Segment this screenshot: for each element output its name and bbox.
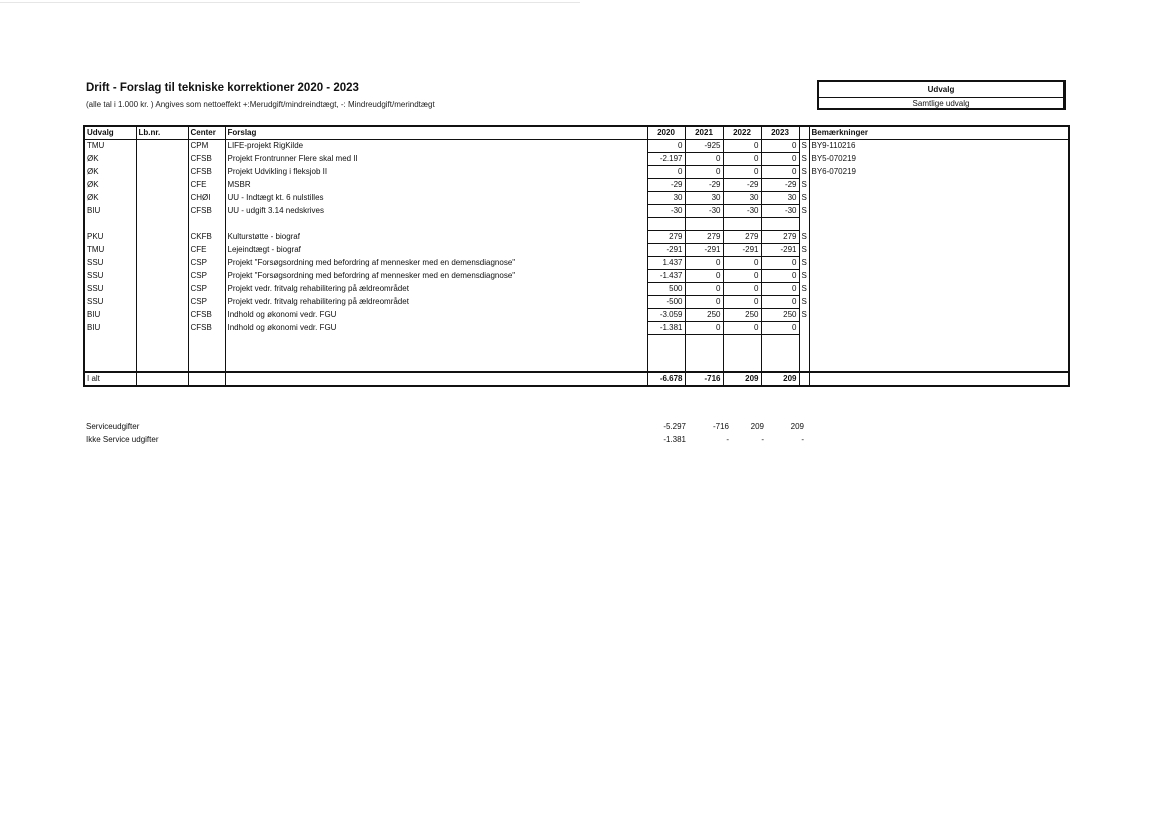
- cell-2020: [647, 335, 685, 348]
- col-header-center: Center: [188, 126, 225, 140]
- summary-row-service: [86, 420, 816, 433]
- cell-forslag: [225, 335, 647, 348]
- correction-table: [83, 125, 1070, 387]
- cell-s-flag: [799, 322, 809, 335]
- cell-udvalg: [84, 347, 136, 359]
- cell-udvalg: [84, 335, 136, 348]
- cell-2020: -2.197: [647, 153, 685, 166]
- cell-forslag: Projekt Udvikling i fleksjob II: [225, 166, 647, 179]
- cell-lbnr: [136, 244, 188, 257]
- cell-forslag: Kulturstøtte - biograf: [225, 231, 647, 244]
- page-title: Drift - Forslag til tekniske korrektioner 2020 - 2023: [86, 82, 359, 94]
- cell-2023: 0: [761, 283, 799, 296]
- cell-s-flag: S: [799, 309, 809, 322]
- total-empty-s: [799, 372, 809, 386]
- summary-value-2021: -: [726, 435, 729, 444]
- cell-bemaerkninger: [809, 231, 1069, 244]
- table-row: [84, 309, 1069, 322]
- cell-udvalg: [84, 359, 136, 372]
- cell-lbnr: [136, 153, 188, 166]
- cell-center: [188, 218, 225, 231]
- cell-udvalg: BIU: [84, 309, 136, 322]
- cell-s-flag: S: [799, 270, 809, 283]
- cell-2020: 500: [647, 283, 685, 296]
- cell-center: CHØI: [188, 192, 225, 205]
- cell-bemaerkninger: [809, 359, 1069, 372]
- cell-udvalg: TMU: [84, 140, 136, 153]
- cell-bemaerkninger: [809, 347, 1069, 359]
- cell-center: CFSB: [188, 205, 225, 218]
- cell-2020: -29: [647, 179, 685, 192]
- cell-lbnr: [136, 179, 188, 192]
- cell-2022: [723, 347, 761, 359]
- table-row: [84, 231, 1069, 244]
- cell-bemaerkninger: [809, 192, 1069, 205]
- cell-forslag: Projekt Frontrunner Flere skal med II: [225, 153, 647, 166]
- cell-bemaerkninger: [809, 296, 1069, 309]
- udvalg-heading: Udvalg: [819, 82, 1063, 98]
- cell-2021: -925: [685, 140, 723, 153]
- cell-forslag: Projekt "Forsøgsordning med befordring af mennesker med en demensdiagnose": [225, 257, 647, 270]
- cell-2022: [723, 218, 761, 231]
- cell-lbnr: [136, 335, 188, 348]
- cell-2021: 0: [685, 322, 723, 335]
- cell-2021: 0: [685, 283, 723, 296]
- cell-2020: 0: [647, 140, 685, 153]
- cell-center: CKFB: [188, 231, 225, 244]
- cell-2020: -3.059: [647, 309, 685, 322]
- summary-value-2021: -716: [712, 422, 729, 431]
- cell-2021: 0: [685, 296, 723, 309]
- col-header-2021: 2021: [685, 126, 723, 140]
- cell-forslag: Indhold og økonomi vedr. FGU: [225, 309, 647, 322]
- cell-2020: -1.437: [647, 270, 685, 283]
- cell-2022: 0: [723, 296, 761, 309]
- cell-s-flag: [799, 335, 809, 348]
- cell-udvalg: BIU: [84, 205, 136, 218]
- cell-s-flag: S: [799, 140, 809, 153]
- table-header-row: [84, 126, 1069, 140]
- cell-bemaerkninger: [809, 179, 1069, 192]
- cell-2023: 0: [761, 153, 799, 166]
- cell-lbnr: [136, 166, 188, 179]
- cell-2023: 0: [761, 257, 799, 270]
- cell-udvalg: SSU: [84, 283, 136, 296]
- cell-udvalg: SSU: [84, 296, 136, 309]
- table-row: [84, 296, 1069, 309]
- cell-forslag: [225, 347, 647, 359]
- cell-2020: 1.437: [647, 257, 685, 270]
- cell-2023: [761, 335, 799, 348]
- cell-s-flag: S: [799, 283, 809, 296]
- cell-s-flag: S: [799, 153, 809, 166]
- cell-2020: -291: [647, 244, 685, 257]
- cell-2022: 0: [723, 322, 761, 335]
- cell-2023: 0: [761, 296, 799, 309]
- cell-center: [188, 347, 225, 359]
- cell-2021: -29: [685, 179, 723, 192]
- cell-center: CSP: [188, 296, 225, 309]
- cell-forslag: Indhold og økonomi vedr. FGU: [225, 322, 647, 335]
- table-row: [84, 218, 1069, 231]
- cell-2023: -291: [761, 244, 799, 257]
- cell-lbnr: [136, 359, 188, 372]
- cell-2021: 30: [685, 192, 723, 205]
- total-2021: -716: [685, 372, 723, 386]
- cell-bemaerkninger: [809, 309, 1069, 322]
- total-row: [84, 372, 1069, 386]
- cell-2022: 0: [723, 283, 761, 296]
- cell-2021: -30: [685, 205, 723, 218]
- total-empty-bem: [809, 372, 1069, 386]
- cell-2022: 0: [723, 270, 761, 283]
- cell-bemaerkninger: [809, 322, 1069, 335]
- table-body: [84, 140, 1069, 373]
- cell-2022: 0: [723, 257, 761, 270]
- cell-udvalg: ØK: [84, 166, 136, 179]
- cell-2020: [647, 218, 685, 231]
- cell-2022: [723, 359, 761, 372]
- cell-bemaerkninger: [809, 218, 1069, 231]
- cell-2023: [761, 218, 799, 231]
- cell-2020: -1.381: [647, 322, 685, 335]
- cell-lbnr: [136, 140, 188, 153]
- cell-forslag: [225, 218, 647, 231]
- cell-bemaerkninger: BY9-110216: [809, 140, 1069, 153]
- cell-2021: -291: [685, 244, 723, 257]
- col-header-2022: 2022: [723, 126, 761, 140]
- cell-lbnr: [136, 257, 188, 270]
- cell-2022: [723, 335, 761, 348]
- scan-artifact-line: [0, 2, 580, 3]
- cell-s-flag: S: [799, 244, 809, 257]
- cell-bemaerkninger: [809, 335, 1069, 348]
- cell-forslag: Projekt vedr. fritvalg rehabilitering på ældreområdet: [225, 283, 647, 296]
- cell-2021: 250: [685, 309, 723, 322]
- summary-row-ikke-service: [86, 433, 816, 446]
- col-header-lbnr: Lb.nr.: [136, 126, 188, 140]
- cell-center: [188, 359, 225, 372]
- cell-bemaerkninger: BY5-070219: [809, 153, 1069, 166]
- cell-lbnr: [136, 231, 188, 244]
- cell-s-flag: [799, 347, 809, 359]
- cell-bemaerkninger: [809, 205, 1069, 218]
- cell-s-flag: [799, 359, 809, 372]
- cell-s-flag: S: [799, 296, 809, 309]
- table-row: [84, 244, 1069, 257]
- summary-value-2020: -1.381: [663, 435, 686, 444]
- cell-center: CSP: [188, 270, 225, 283]
- cell-udvalg: ØK: [84, 179, 136, 192]
- cell-2020: -30: [647, 205, 685, 218]
- cell-udvalg: ØK: [84, 192, 136, 205]
- summary-value-2022: -: [761, 435, 764, 444]
- summary-value-2022: 209: [750, 422, 764, 431]
- cell-2021: [685, 359, 723, 372]
- cell-center: CFSB: [188, 166, 225, 179]
- summary-value-2020: -5.297: [663, 422, 686, 431]
- table-row: [84, 205, 1069, 218]
- cell-forslag: Projekt vedr. fritvalg rehabilitering på ældreområdet: [225, 296, 647, 309]
- cell-2022: 0: [723, 153, 761, 166]
- cell-lbnr: [136, 270, 188, 283]
- cell-lbnr: [136, 283, 188, 296]
- cell-2021: 0: [685, 153, 723, 166]
- cell-center: CFE: [188, 179, 225, 192]
- summary-value-2023: 209: [790, 422, 804, 431]
- cell-2020: [647, 359, 685, 372]
- summary-label: Serviceudgifter: [86, 422, 140, 431]
- summary-value-2023: -: [801, 435, 804, 444]
- cell-2022: -30: [723, 205, 761, 218]
- cell-2023: 0: [761, 166, 799, 179]
- cell-s-flag: S: [799, 257, 809, 270]
- cell-2022: -29: [723, 179, 761, 192]
- cell-bemaerkninger: [809, 244, 1069, 257]
- cell-2020: -500: [647, 296, 685, 309]
- cell-2021: 0: [685, 166, 723, 179]
- cell-forslag: Projekt "Forsøgsordning med befordring af mennesker med en demensdiagnose": [225, 270, 647, 283]
- table-row: [84, 359, 1069, 372]
- table-row: [84, 166, 1069, 179]
- col-header-s: [799, 126, 809, 140]
- cell-2021: [685, 218, 723, 231]
- cell-s-flag: S: [799, 192, 809, 205]
- cell-forslag: LIFE-projekt RigKilde: [225, 140, 647, 153]
- cell-center: CFSB: [188, 309, 225, 322]
- cell-2022: 250: [723, 309, 761, 322]
- summary-label: Ikke Service udgifter: [86, 435, 159, 444]
- total-2023: 209: [761, 372, 799, 386]
- cell-2023: -30: [761, 205, 799, 218]
- table-row: [84, 153, 1069, 166]
- total-empty-forslag: [225, 372, 647, 386]
- table-row: [84, 322, 1069, 335]
- cell-center: CSP: [188, 257, 225, 270]
- cell-udvalg: [84, 218, 136, 231]
- cell-2021: [685, 335, 723, 348]
- cell-2021: 279: [685, 231, 723, 244]
- cell-2020: 30: [647, 192, 685, 205]
- table-row: [84, 335, 1069, 348]
- cell-2022: 0: [723, 140, 761, 153]
- cell-2023: 279: [761, 231, 799, 244]
- cell-udvalg: ØK: [84, 153, 136, 166]
- cell-bemaerkninger: [809, 283, 1069, 296]
- cell-udvalg: SSU: [84, 257, 136, 270]
- cell-2021: 0: [685, 270, 723, 283]
- cell-forslag: MSBR: [225, 179, 647, 192]
- cell-2022: -291: [723, 244, 761, 257]
- cell-2023: 250: [761, 309, 799, 322]
- cell-s-flag: S: [799, 205, 809, 218]
- total-label: I alt: [84, 372, 136, 386]
- cell-center: CPM: [188, 140, 225, 153]
- table-row: [84, 257, 1069, 270]
- cell-lbnr: [136, 205, 188, 218]
- table-row: [84, 140, 1069, 153]
- cell-bemaerkninger: [809, 270, 1069, 283]
- cell-2023: 0: [761, 322, 799, 335]
- cell-lbnr: [136, 309, 188, 322]
- cell-center: CSP: [188, 283, 225, 296]
- col-header-2020: 2020: [647, 126, 685, 140]
- cell-2023: 0: [761, 270, 799, 283]
- udvalg-box: [817, 80, 1066, 110]
- cell-2023: 0: [761, 140, 799, 153]
- total-empty-lbnr: [136, 372, 188, 386]
- cell-forslag: UU - udgift 3.14 nedskrives: [225, 205, 647, 218]
- table-row: [84, 192, 1069, 205]
- cell-2020: 0: [647, 166, 685, 179]
- cell-bemaerkninger: [809, 257, 1069, 270]
- cell-s-flag: [799, 218, 809, 231]
- cell-lbnr: [136, 296, 188, 309]
- cell-bemaerkninger: BY6-070219: [809, 166, 1069, 179]
- total-2020: -6.678: [647, 372, 685, 386]
- udvalg-value: Samtlige udvalg: [912, 99, 970, 108]
- table-row: [84, 270, 1069, 283]
- cell-2021: [685, 347, 723, 359]
- cell-2022: 30: [723, 192, 761, 205]
- cell-center: [188, 335, 225, 348]
- cell-s-flag: S: [799, 179, 809, 192]
- cell-center: CFE: [188, 244, 225, 257]
- col-header-forslag: Forslag: [225, 126, 647, 140]
- cell-udvalg: BIU: [84, 322, 136, 335]
- cell-lbnr: [136, 218, 188, 231]
- col-header-2023: 2023: [761, 126, 799, 140]
- cell-s-flag: S: [799, 166, 809, 179]
- page-subtitle: (alle tal i 1.000 kr. ) Angives som nettoeffekt +:Merudgift/mindreindtægt, -: Mindreudgift/merindtægt: [86, 100, 435, 109]
- col-header-bemaerkninger: Bemærkninger: [809, 126, 1069, 140]
- cell-lbnr: [136, 347, 188, 359]
- cell-center: CFSB: [188, 153, 225, 166]
- cell-2023: [761, 347, 799, 359]
- total-2022: 209: [723, 372, 761, 386]
- cell-2020: [647, 347, 685, 359]
- cell-2020: 279: [647, 231, 685, 244]
- cell-udvalg: TMU: [84, 244, 136, 257]
- col-header-udvalg: Udvalg: [84, 126, 136, 140]
- cell-2023: [761, 359, 799, 372]
- cell-lbnr: [136, 192, 188, 205]
- cell-2023: -29: [761, 179, 799, 192]
- cell-2022: 0: [723, 166, 761, 179]
- cell-lbnr: [136, 322, 188, 335]
- cell-forslag: Lejeindtægt - biograf: [225, 244, 647, 257]
- table-row: [84, 347, 1069, 359]
- summary-section: [86, 420, 816, 446]
- cell-2023: 30: [761, 192, 799, 205]
- table-row: [84, 283, 1069, 296]
- cell-s-flag: S: [799, 231, 809, 244]
- table-row: [84, 179, 1069, 192]
- cell-udvalg: PKU: [84, 231, 136, 244]
- cell-forslag: [225, 359, 647, 372]
- cell-2022: 279: [723, 231, 761, 244]
- cell-2021: 0: [685, 257, 723, 270]
- cell-center: CFSB: [188, 322, 225, 335]
- cell-udvalg: SSU: [84, 270, 136, 283]
- cell-forslag: UU - Indtægt kt. 6 nulstilles: [225, 192, 647, 205]
- total-empty-center: [188, 372, 225, 386]
